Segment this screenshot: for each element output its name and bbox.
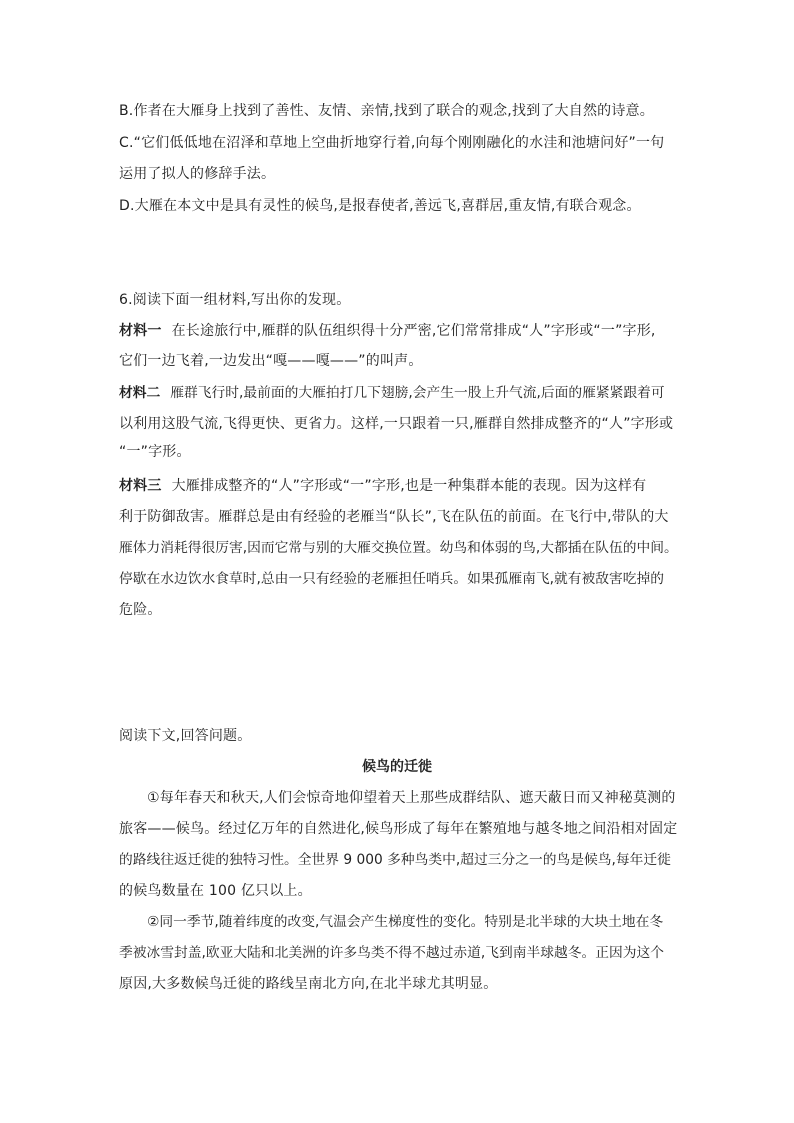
- material-2-label: 材料二: [119, 385, 161, 401]
- paragraph-1-line-1: ①每年春天和秋天,人们会惊奇地仰望着天上那些成群结队、遮天蔽日而又神秘莫测的: [147, 790, 676, 806]
- question-6-prompt: 6.阅读下面一组材料,写出你的发现。: [119, 292, 351, 308]
- option-b: B.作者在大雁身上找到了善性、友情、亲情,找到了联合的观念,找到了大自然的诗意。: [119, 103, 654, 119]
- material-2-line-3: “一”字形。: [119, 444, 191, 460]
- material-3-text: 大雁排成整齐的“人”字形或“一”字形,也是一种集群本能的表现。因为这样有: [171, 478, 647, 494]
- paragraph-1-line-4: 的候鸟数量在 100 亿只以上。: [119, 883, 312, 899]
- reading-instruction: 阅读下文,回答问题。: [119, 728, 252, 744]
- material-3-line-4: 停歇在水边饮水食草时,总由一只有经验的老雁担任哨兵。如果孤雁南飞,就有被敌害吃掉的: [119, 571, 664, 587]
- option-c-line-2: 运用了拟人的修辞手法。: [119, 166, 276, 182]
- material-1-text: 在长途旅行中,雁群的队伍组织得十分严密,它们常常排成“人”字形或“一”字形,: [171, 323, 656, 339]
- material-3-line-5: 危险。: [119, 602, 162, 618]
- material-1-label: 材料一: [119, 323, 162, 339]
- material-1-line-1: [119, 321, 679, 341]
- paragraph-2-line-2: 季被冰雪封盖,欧亚大陆和北美洲的许多鸟类不得不越过赤道,飞到南半球越冬。正因为这个: [119, 945, 664, 961]
- material-3-line-1: [119, 476, 679, 496]
- option-c-line-1: C.“它们低低地在沼泽和草地上空曲折地穿行着,向每个刚刚融化的水洼和池塘问好”一句: [119, 135, 665, 151]
- option-d: D.大雁在本文中是具有灵性的候鸟,是报春使者,善远飞,喜群居,重友情,有联合观念。: [119, 198, 641, 214]
- material-3-line-3: 雁体力消耗得很厉害,因而它常与别的大雁交换位置。幼鸟和体弱的鸟,大都插在队伍的中间。: [119, 540, 678, 556]
- paragraph-1-line-2: 旅客——候鸟。经过亿万年的自然进化,候鸟形成了每年在繁殖地与越冬地之间沿相对固定: [119, 821, 678, 837]
- material-1-line-2: 它们一边飞着,一边发出“嘎——嘎——”的叫声。: [119, 353, 423, 369]
- material-3-line-2: 利于防御敌害。雁群总是由有经验的老雁当“队长”,飞在队伍的前面。在飞行中,带队的大: [119, 509, 669, 525]
- paragraph-1-line-3: 的路线往返迁徙的独特习性。全世界 9 000 多种鸟类中,超过三分之一的鸟是候鸟,每年迁徙: [119, 852, 671, 868]
- material-2-text: 雁群飞行时,最前面的大雁拍打几下翅膀,会产生一股上升气流,后面的雁紧紧跟着可: [170, 385, 665, 401]
- material-2-line-2: 以利用这股气流,飞得更快、更省力。这样,一只跟着一只,雁群自然排成整齐的“人”字形或: [119, 416, 674, 432]
- article-title: 候鸟的迁徙: [362, 759, 432, 775]
- material-3-label: 材料三: [119, 478, 162, 494]
- material-2-line-1: [119, 383, 679, 403]
- paragraph-2-line-1: ②同一季节,随着纬度的改变,气温会产生梯度性的变化。特别是北半球的大块土地在冬: [147, 914, 664, 930]
- paragraph-2-line-3: 原因,大多数候鸟迁徙的路线呈南北方向,在北半球尤其明显。: [119, 976, 498, 992]
